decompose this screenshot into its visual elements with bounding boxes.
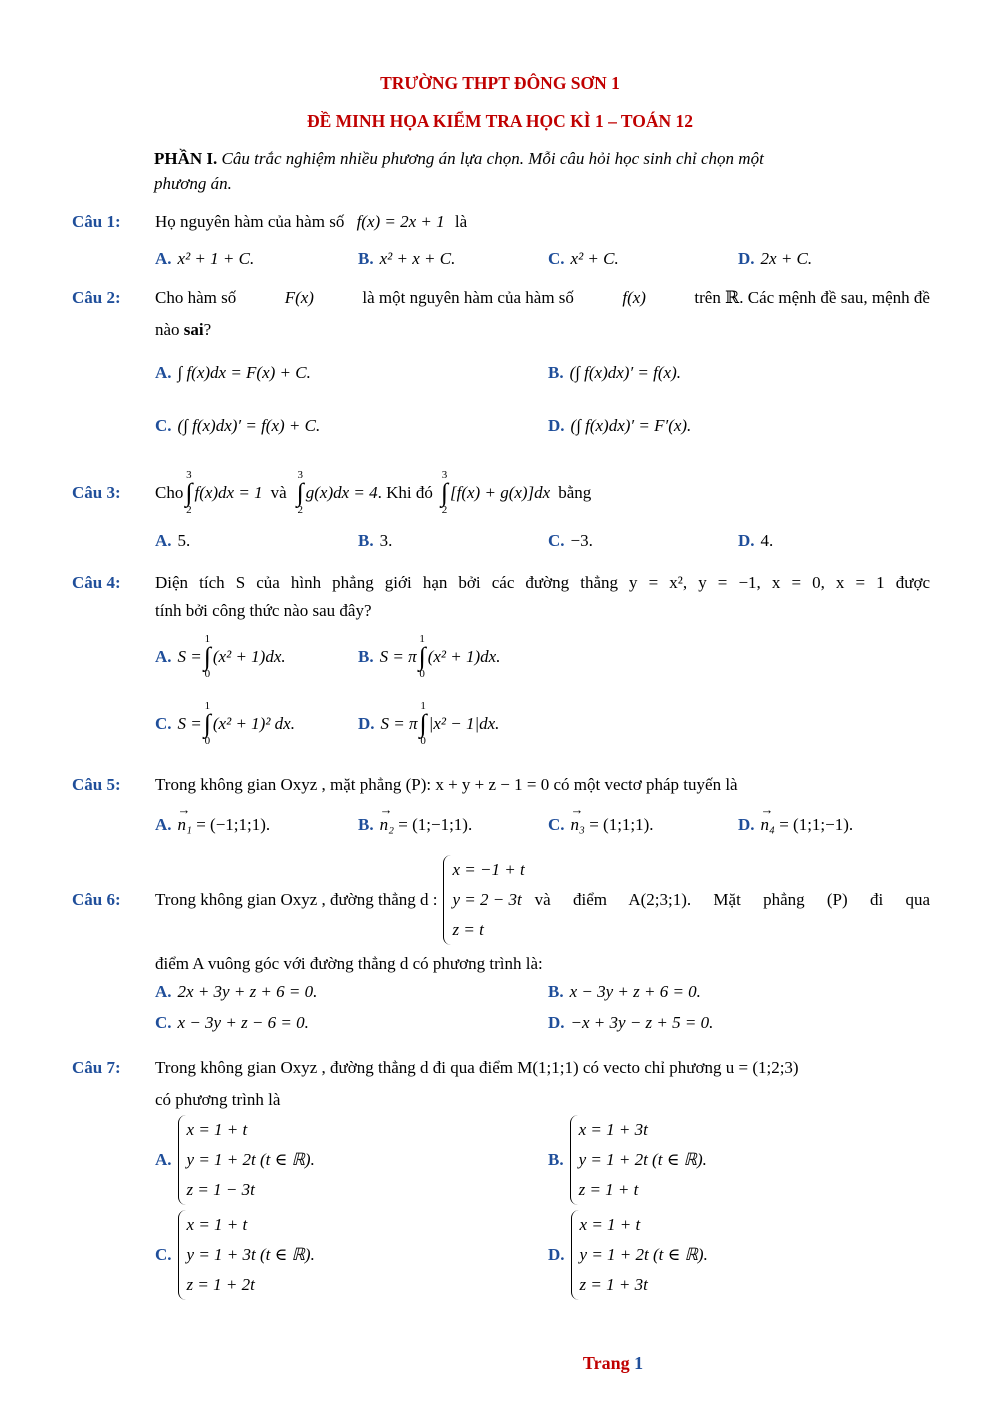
q4-line-1: Diện tích S của hình phẳng giới hạn bởi các đường thẳng y = x², y = −1, x = 0, x = 1 được [155, 573, 930, 592]
int-lower: 0 [419, 668, 425, 680]
q3-i2: g(x)dx = 4 [305, 483, 378, 502]
opt-a-label: A. [155, 647, 172, 666]
q4-b-integral: 1 ∫ 0 [418, 633, 426, 680]
q5-b-vec: → n₂ [380, 815, 394, 835]
int-upper: 1 [204, 700, 211, 712]
q7-a-x: x = 1 + t [186, 1120, 248, 1139]
q7-b-z: z = 1 + t [578, 1180, 639, 1199]
q7-d-z: z = 1 + 3t [579, 1275, 648, 1294]
opt-c-label: C. [548, 815, 565, 834]
q4-c-pre: S = [177, 714, 202, 733]
q6-b-text: x − 3y + z + 6 = 0. [569, 982, 701, 1001]
q2-line-2 [155, 320, 211, 340]
q2-text-d: nào [155, 320, 180, 339]
q4-d-integral: 1 ∫ 0 [419, 700, 427, 747]
q5-c-val: = (1;1;1). [584, 815, 654, 834]
q2-text-e: ? [203, 320, 212, 339]
q3-b-text: 3. [379, 531, 393, 550]
question-2-text [155, 288, 930, 308]
q5-option-c[interactable] [548, 815, 654, 835]
q3-integral-2: 3 ∫ 2 [296, 469, 304, 516]
q5-b-val: = (1;−1;1). [394, 815, 473, 834]
question-4-label: Câu 4: [72, 573, 121, 592]
q3-a-text: 5. [177, 531, 191, 550]
opt-a-label: A. [155, 815, 172, 834]
q1-c-text: x² + C. [570, 249, 619, 268]
q5-c-vec: → n₃ [571, 815, 585, 835]
question-1-label: Câu 1: [72, 212, 121, 231]
opt-d-label: D. [738, 249, 755, 268]
q3-va: và [270, 483, 287, 502]
opt-c-label: C. [155, 1245, 172, 1264]
int-lower: 0 [420, 735, 426, 747]
question-3-text [155, 464, 591, 522]
q7-c-y: y = 1 + 3t (t ∈ ℝ). [186, 1245, 315, 1264]
q2-b-text: (∫ f(x)dx)′ = f(x). [569, 363, 681, 382]
exam-title: ĐỀ MINH HỌA KIỂM TRA HỌC KÌ 1 – TOÁN 12 [306, 111, 694, 131]
q7-option-d[interactable] [548, 1210, 708, 1300]
int-upper: 1 [419, 633, 425, 645]
q2-option-a[interactable] [155, 363, 311, 383]
q7-d-y: y = 1 + 2t (t ∈ ℝ). [579, 1245, 708, 1264]
q5-option-d[interactable] [738, 815, 853, 835]
section-instruction [154, 149, 930, 169]
int-upper: 1 [420, 700, 426, 712]
q5-option-a[interactable] [155, 815, 270, 835]
q7-d-x: x = 1 + t [579, 1215, 641, 1234]
q6-a-text: 2x + 3y + z + 6 = 0. [177, 982, 318, 1001]
q7-option-b[interactable] [548, 1115, 707, 1205]
q7-b-system [570, 1115, 707, 1205]
q1-option-c[interactable] [548, 249, 619, 269]
opt-b-label: B. [358, 647, 374, 666]
q4-c-body: (x² + 1)² dx. [212, 714, 295, 733]
int-upper: 3 [297, 469, 303, 481]
q6-sys-y: y = 2 − 3t [452, 890, 522, 909]
opt-b-label: B. [358, 815, 374, 834]
int-upper: 3 [441, 469, 448, 481]
school-name: TRƯỜNG THPT ĐÔNG SƠN 1 [380, 73, 620, 93]
q4-line-2: tính bởi công thức nào sau đây? [155, 601, 372, 620]
opt-c-label: C. [155, 416, 172, 435]
q3-integral-3: 3 ∫ 2 [440, 469, 449, 516]
q3-i3: [f(x) + g(x)]dx [450, 483, 551, 502]
q1-d-text: 2x + C. [760, 249, 813, 268]
q1-option-b[interactable] [358, 249, 455, 269]
q7-a-z: z = 1 − 3t [186, 1180, 255, 1199]
q2-text-b: là một nguyên hàm của hàm số [362, 288, 574, 307]
q7-text: Trong không gian Oxyz , đường thẳng d đi qua điểm M(1;1;1) có vecto chỉ phương u = (1;2;3) [155, 1058, 799, 1077]
q4-c-integral: 1 ∫ 0 [203, 700, 211, 747]
opt-c-label: C. [548, 531, 565, 550]
q3-option-a[interactable] [155, 531, 190, 551]
q6-sys-x: x = −1 + t [452, 860, 525, 879]
q2-option-b[interactable] [548, 363, 681, 383]
opt-d-label: D. [548, 416, 565, 435]
question-7-label: Câu 7: [72, 1058, 121, 1077]
q6-option-b[interactable] [548, 982, 701, 1002]
q3-c-text: −3. [570, 531, 593, 550]
opt-a-label: A. [155, 982, 172, 1001]
section-text-1: Câu trắc nghiệm nhiều phương án lựa chọn. Mỗi câu hỏi học sinh chỉ chọn một [221, 149, 764, 168]
q7-b-x: x = 1 + 3t [578, 1120, 648, 1139]
q3-option-b[interactable] [358, 531, 392, 551]
q2-option-d[interactable] [548, 416, 691, 436]
opt-a-label: A. [155, 531, 172, 550]
question-6-label: Câu 6: [72, 890, 121, 909]
q3-option-d[interactable] [738, 531, 773, 551]
q1-text-a: Họ nguyên hàm của hàm số [155, 212, 345, 231]
q2-a-text: ∫ f(x)dx = F(x) + C. [177, 363, 311, 382]
question-5-label: Câu 5: [72, 775, 121, 794]
opt-a-label: A. [155, 1150, 172, 1169]
opt-b-label: B. [548, 363, 564, 382]
footer-page-number: 1 [634, 1353, 644, 1373]
q3-i1: f(x)dx = 1 [194, 483, 263, 502]
q5-option-b[interactable] [358, 815, 472, 835]
q7-c-system [178, 1210, 315, 1300]
q2-d-text: (∫ f(x)dx)′ = F′(x). [570, 416, 692, 435]
q4-d-pre: S = π [380, 714, 418, 733]
q4-b-body: (x² + 1)dx. [427, 647, 501, 666]
question-1-text [155, 212, 467, 232]
q1-b-text: x² + x + C. [379, 249, 456, 268]
q5-a-val: = (−1;1;1). [191, 815, 271, 834]
q3-option-c[interactable] [548, 531, 593, 551]
q6-option-d[interactable] [548, 1013, 713, 1033]
q4-option-d[interactable] [358, 695, 499, 753]
q5-d-vec: → n₄ [761, 815, 775, 835]
opt-c-label: C. [155, 714, 172, 733]
opt-b-label: B. [548, 1150, 564, 1169]
opt-b-label: B. [548, 982, 564, 1001]
opt-d-label: D. [548, 1013, 565, 1032]
section-text-2: phương án. [154, 174, 232, 193]
q4-b-pre: S = π [379, 647, 417, 666]
q3-khido: . Khi đó [377, 483, 433, 502]
q3-d-text: 4. [760, 531, 774, 550]
int-lower: 0 [204, 668, 211, 680]
q7-c-x: x = 1 + t [186, 1215, 248, 1234]
opt-d-label: D. [548, 1245, 565, 1264]
opt-b-label: B. [358, 249, 374, 268]
int-lower: 0 [204, 735, 211, 747]
q7-a-system [178, 1115, 315, 1205]
page-footer [0, 1353, 1000, 1374]
q2-f: f(x) [622, 288, 646, 307]
q2-bold-sai: sai [183, 320, 204, 339]
int-lower: 2 [186, 504, 192, 516]
opt-a-label: A. [155, 249, 172, 268]
opt-b-label: B. [358, 531, 374, 550]
q5-d-val: = (1;1;−1). [774, 815, 854, 834]
section-label: PHẦN I. [154, 149, 218, 168]
int-lower: 2 [297, 504, 303, 516]
q4-d-body: |x² − 1|dx. [428, 714, 500, 733]
q3-bang: bằng [558, 483, 592, 502]
q6-c-text: x − 3y + z − 6 = 0. [177, 1013, 309, 1032]
q4-a-body: (x² + 1)dx. [212, 647, 286, 666]
opt-d-label: D. [358, 714, 375, 733]
q7-line-2: có phương trình là [155, 1090, 281, 1109]
q4-a-pre: S = [177, 647, 202, 666]
q5-text: Trong không gian Oxyz , mặt phẳng (P): x + y + z − 1 = 0 có một vectơ pháp tuyến là [155, 775, 738, 794]
q6-option-c[interactable] [155, 1013, 309, 1033]
q4-option-b[interactable] [358, 628, 500, 686]
q6-d-text: −x + 3y − z + 5 = 0. [570, 1013, 714, 1032]
q4-option-c[interactable] [155, 695, 295, 753]
int-lower: 2 [441, 504, 448, 516]
q1-text-b: là [454, 212, 468, 231]
int-upper: 3 [186, 469, 192, 481]
q7-c-z: z = 1 + 2t [186, 1275, 255, 1294]
opt-d-label: D. [738, 815, 755, 834]
footer-trang: Trang [582, 1353, 630, 1373]
q3-cho: Cho [155, 483, 184, 502]
q2-F: F(x) [284, 288, 314, 307]
question-2-label: Câu 2: [72, 288, 121, 307]
q4-option-a[interactable] [155, 628, 286, 686]
question-3-label: Câu 3: [72, 483, 121, 502]
q6-text [155, 855, 930, 945]
q6-text-b: và điểm A(2;3;1). Mặt phẳng (P) đi qua [534, 890, 930, 909]
opt-c-label: C. [548, 249, 565, 268]
q7-option-a[interactable] [155, 1115, 315, 1205]
q7-d-system [571, 1210, 708, 1300]
q2-c-text: (∫ f(x)dx)′ = f(x) + C. [177, 416, 321, 435]
q3-integral-1: 3 ∫ 2 [185, 469, 193, 516]
q1-option-a[interactable] [155, 249, 254, 269]
q2-text-a: Cho hàm số [155, 288, 237, 307]
q1-formula: f(x) = 2x + 1 [356, 212, 445, 231]
opt-d-label: D. [738, 531, 755, 550]
q6-line-2: điểm A vuông góc với đường thẳng d có phương trình là: [155, 954, 543, 973]
opt-a-label: A. [155, 363, 172, 382]
opt-c-label: C. [155, 1013, 172, 1032]
q5-a-vec: → n₁ [178, 815, 192, 835]
q1-option-d[interactable] [738, 249, 812, 269]
q6-text-a: Trong không gian Oxyz , đường thẳng d : [155, 890, 438, 909]
q6-system [443, 855, 524, 945]
q7-a-y: y = 1 + 2t (t ∈ ℝ). [186, 1150, 315, 1169]
q7-option-c[interactable] [155, 1210, 315, 1300]
q1-a-text: x² + 1 + C. [177, 249, 255, 268]
q6-option-a[interactable] [155, 982, 317, 1002]
q2-option-c[interactable] [155, 416, 320, 436]
q4-a-integral: 1 ∫ 0 [203, 633, 211, 680]
q7-b-y: y = 1 + 2t (t ∈ ℝ). [578, 1150, 707, 1169]
int-upper: 1 [204, 633, 211, 645]
q2-text-c: trên ℝ. Các mệnh đề sau, mệnh đề [694, 288, 930, 307]
q6-sys-z: z = t [452, 920, 484, 939]
